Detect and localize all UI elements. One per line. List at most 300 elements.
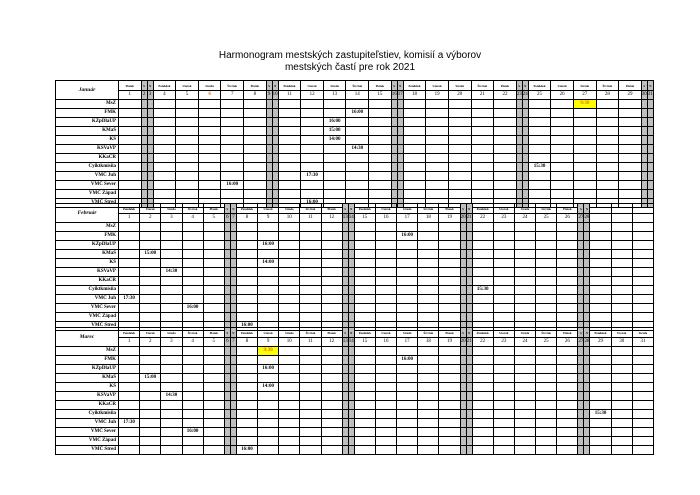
schedule-cell [514, 428, 535, 437]
schedule-cell [354, 304, 375, 313]
schedule-cell [551, 118, 574, 127]
schedule-cell [557, 446, 578, 455]
committee-label: MsZ [56, 223, 119, 232]
committee-row [56, 304, 654, 313]
schedule-cell [375, 374, 396, 383]
schedule-cell [244, 109, 267, 118]
weekday-header: Streda [448, 81, 471, 91]
schedule-cell [300, 241, 321, 250]
committee-label: VMČ Západ [56, 437, 119, 446]
schedule-cell [448, 100, 471, 109]
schedule-cell [198, 163, 221, 172]
schedule-cell [369, 181, 392, 190]
schedule-cell [471, 127, 494, 136]
day-number: 20 [460, 214, 466, 223]
schedule-cell [439, 383, 460, 392]
day-number: 24 [522, 91, 528, 100]
schedule-cell [323, 154, 346, 163]
schedule-cell [493, 295, 514, 304]
schedule-cell [439, 268, 460, 277]
schedule-cell [514, 437, 535, 446]
schedule-cell [321, 374, 342, 383]
schedule-cell [236, 250, 257, 259]
schedule-cell [493, 410, 514, 419]
meeting-time: 14:00 [258, 383, 279, 392]
schedule-cell [258, 313, 279, 322]
weekday-header: Streda [279, 328, 300, 338]
schedule-cell [300, 383, 321, 392]
schedule-cell [397, 401, 418, 410]
schedule-cell [279, 223, 300, 232]
schedule-cell [236, 295, 257, 304]
schedule-cell [300, 401, 321, 410]
schedule-cell [418, 304, 439, 313]
schedule-cell [632, 392, 653, 401]
schedule-cell [472, 347, 493, 356]
weekday-header: Utorok [258, 328, 279, 338]
schedule-cell [176, 190, 199, 199]
schedule-cell [632, 241, 653, 250]
schedule-cell [590, 268, 611, 277]
schedule-cell [203, 410, 224, 419]
schedule-cell [153, 145, 176, 154]
schedule-cell [140, 304, 161, 313]
weekday-header: Utorok [611, 328, 632, 338]
schedule-cell [203, 428, 224, 437]
schedule-cell [161, 259, 182, 268]
schedule-cell [472, 437, 493, 446]
schedule-cell [153, 190, 176, 199]
day-number: 1 [119, 338, 140, 347]
schedule-cell [278, 190, 301, 199]
day-number: 19 [439, 338, 460, 347]
day-number: 22 [494, 91, 517, 100]
schedule-cell [203, 250, 224, 259]
weekday-header: Streda [161, 328, 182, 338]
schedule-cell [182, 383, 203, 392]
schedule-cell [493, 428, 514, 437]
schedule-cell [354, 374, 375, 383]
document-title-line1: Harmonogram mestských zastupiteľstiev, komisií a výborov [218, 50, 482, 61]
schedule-cell [203, 347, 224, 356]
schedule-cell [632, 347, 653, 356]
schedule-cell [203, 365, 224, 374]
schedule-cell [203, 295, 224, 304]
schedule-cell [536, 286, 557, 295]
schedule-cell [176, 145, 199, 154]
schedule-cell [236, 356, 257, 365]
committee-label: VMČ Juh [56, 419, 119, 428]
schedule-cell [119, 136, 142, 145]
schedule-cell [153, 127, 176, 136]
schedule-cell [590, 437, 611, 446]
schedule-cell [279, 437, 300, 446]
weekday-header: N [397, 81, 403, 91]
schedule-cell [119, 241, 140, 250]
weekday-header: Pondelok [119, 204, 140, 214]
schedule-cell [619, 136, 642, 145]
day-number [632, 214, 653, 223]
schedule-cell [536, 250, 557, 259]
schedule-cell [258, 295, 279, 304]
weekday-header: N [584, 204, 590, 214]
schedule-cell [596, 136, 619, 145]
day-number: 3 [147, 91, 153, 100]
meeting-time: 14:00 [323, 136, 346, 145]
schedule-cell [590, 446, 611, 455]
schedule-cell [596, 109, 619, 118]
schedule-cell [528, 190, 551, 199]
schedule-cell [279, 268, 300, 277]
schedule-cell [182, 419, 203, 428]
schedule-cell [161, 419, 182, 428]
schedule-cell [397, 277, 418, 286]
weekday-header: Piatok [439, 328, 460, 338]
schedule-cell [279, 241, 300, 250]
month-name: Marec [56, 328, 119, 347]
schedule-cell [198, 145, 221, 154]
schedule-cell [119, 401, 140, 410]
schedule-cell [536, 428, 557, 437]
committee-label: VMČ Stred [56, 446, 119, 455]
schedule-cell [557, 410, 578, 419]
day-number: 27 [578, 338, 584, 347]
schedule-cell [611, 356, 632, 365]
schedule-cell [354, 250, 375, 259]
schedule-cell [590, 374, 611, 383]
schedule-cell [426, 118, 449, 127]
weekday-header: Streda [323, 81, 346, 91]
schedule-cell [514, 259, 535, 268]
schedule-cell [203, 392, 224, 401]
schedule-cell [611, 277, 632, 286]
committee-label: KŠ [56, 259, 119, 268]
day-number: 2 [140, 338, 161, 347]
schedule-cell [590, 250, 611, 259]
schedule-cell [403, 100, 426, 109]
schedule-cell [536, 365, 557, 374]
day-number: 25 [536, 338, 557, 347]
schedule-cell [321, 347, 342, 356]
weekday-header: Pondelok [403, 81, 426, 91]
schedule-cell [536, 268, 557, 277]
day-number: 4 [182, 338, 203, 347]
schedule-cell [590, 356, 611, 365]
schedule-cell [119, 286, 140, 295]
schedule-cell [472, 428, 493, 437]
schedule-cell [119, 268, 140, 277]
schedule-cell [300, 356, 321, 365]
schedule-cell [279, 295, 300, 304]
committee-row [56, 446, 654, 455]
schedule-cell [203, 356, 224, 365]
committee-row [56, 154, 654, 163]
schedule-cell [301, 181, 324, 190]
schedule-cell [301, 100, 324, 109]
schedule-cell [632, 295, 653, 304]
schedule-cell [279, 304, 300, 313]
schedule-cell [573, 154, 596, 163]
schedule-cell [619, 163, 642, 172]
schedule-cell [258, 232, 279, 241]
schedule-cell [354, 223, 375, 232]
committee-row [56, 241, 654, 250]
schedule-cell [278, 118, 301, 127]
day-number: 14 [348, 214, 354, 223]
schedule-cell [596, 163, 619, 172]
schedule-cell [471, 154, 494, 163]
meeting-time: 15:00 [140, 250, 161, 259]
schedule-cell [258, 250, 279, 259]
committee-label: VMČ Sever [56, 181, 119, 190]
committee-row [56, 250, 654, 259]
schedule-cell [278, 100, 301, 109]
day-number: 18 [418, 338, 439, 347]
schedule-cell [300, 268, 321, 277]
schedule-cell [278, 163, 301, 172]
committee-row [56, 356, 654, 365]
schedule-cell [321, 428, 342, 437]
weekday-header: Štvrtok [182, 328, 203, 338]
schedule-cell [258, 410, 279, 419]
schedule-cell [321, 392, 342, 401]
schedule-cell [494, 100, 517, 109]
schedule-cell [514, 401, 535, 410]
weekday-header: Utorok [375, 328, 396, 338]
schedule-cell [198, 181, 221, 190]
schedule-cell [647, 172, 653, 181]
meeting-time: 14:00 [258, 259, 279, 268]
schedule-cell [258, 428, 279, 437]
schedule-cell [182, 365, 203, 374]
schedule-cell [321, 223, 342, 232]
schedule-cell [611, 401, 632, 410]
schedule-cell [439, 232, 460, 241]
schedule-cell [161, 347, 182, 356]
schedule-cell [494, 127, 517, 136]
weekday-header: Pondelok [472, 204, 493, 214]
schedule-cell [397, 223, 418, 232]
committee-row [56, 181, 654, 190]
schedule-cell [403, 181, 426, 190]
schedule-cell [632, 259, 653, 268]
schedule-cell [611, 347, 632, 356]
schedule-cell [321, 295, 342, 304]
schedule-cell [300, 437, 321, 446]
schedule-cell [494, 118, 517, 127]
day-number: 4 [153, 91, 176, 100]
weekday-header: N [348, 204, 354, 214]
schedule-cell [203, 313, 224, 322]
schedule-cell [471, 181, 494, 190]
schedule-cell [619, 100, 642, 109]
schedule-cell [301, 109, 324, 118]
schedule-cell [573, 190, 596, 199]
schedule-cell [472, 383, 493, 392]
weekday-header: Utorok [426, 81, 449, 91]
schedule-cell [514, 365, 535, 374]
schedule-cell [439, 374, 460, 383]
schedule-cell [346, 181, 369, 190]
schedule-cell [321, 437, 342, 446]
weekday-header: S [342, 328, 348, 338]
committee-label: VMČ Západ [56, 313, 119, 322]
schedule-cell [514, 295, 535, 304]
schedule-cell [403, 109, 426, 118]
schedule-cell [590, 392, 611, 401]
schedule-cell [203, 259, 224, 268]
schedule-cell [551, 163, 574, 172]
schedule-cell [278, 109, 301, 118]
day-number: 29 [619, 91, 642, 100]
schedule-cell [536, 383, 557, 392]
schedule-cell [354, 232, 375, 241]
schedule-cell [140, 277, 161, 286]
schedule-cell [258, 223, 279, 232]
schedule-cell [321, 446, 342, 455]
schedule-cell [647, 145, 653, 154]
schedule-cell [300, 223, 321, 232]
schedule-cell [472, 392, 493, 401]
schedule-cell [321, 410, 342, 419]
schedule-cell [619, 154, 642, 163]
schedule-cell [354, 392, 375, 401]
committee-label: Cyiktkmisiia [56, 163, 119, 172]
schedule-cell [140, 259, 161, 268]
day-number: 8 [236, 338, 257, 347]
schedule-cell [119, 356, 140, 365]
weekday-header: N [272, 81, 278, 91]
day-number: 20 [460, 338, 466, 347]
schedule-cell [493, 374, 514, 383]
weekday-header: S [141, 81, 147, 91]
committee-label: KMaŠ [56, 250, 119, 259]
weekday-header: S [460, 204, 466, 214]
schedule-cell [426, 100, 449, 109]
day-number: 11 [300, 214, 321, 223]
committee-row [56, 127, 654, 136]
committee-label: KMaŠ [56, 374, 119, 383]
schedule-cell [426, 136, 449, 145]
weekday-header: Utorok [493, 328, 514, 338]
schedule-cell [596, 154, 619, 163]
schedule-cell [119, 304, 140, 313]
schedule-cell [300, 410, 321, 419]
committee-label: KSVaVP [56, 392, 119, 401]
weekday-header: Štvrtok [182, 204, 203, 214]
schedule-cell [471, 172, 494, 181]
committee-label: VMČ Sever [56, 304, 119, 313]
schedule-cell [514, 223, 535, 232]
schedule-cell [176, 136, 199, 145]
schedule-cell [321, 419, 342, 428]
schedule-cell [182, 392, 203, 401]
schedule-cell [140, 365, 161, 374]
schedule-cell [536, 277, 557, 286]
schedule-cell [632, 383, 653, 392]
schedule-cell [632, 232, 653, 241]
schedule-cell [426, 181, 449, 190]
schedule-cell [471, 136, 494, 145]
schedule-cell [632, 277, 653, 286]
schedule-cell [182, 374, 203, 383]
meeting-time: 14:30 [161, 392, 182, 401]
schedule-cell [278, 136, 301, 145]
weekday-header: Utorok [301, 81, 324, 91]
meeting-time: 17:30 [301, 172, 324, 181]
schedule-cell [448, 145, 471, 154]
schedule-cell [439, 223, 460, 232]
schedule-cell [182, 223, 203, 232]
schedule-cell [397, 437, 418, 446]
day-number: 12 [321, 214, 342, 223]
weekday-header: Štvrtok [471, 81, 494, 91]
schedule-cell [321, 268, 342, 277]
schedule-cell [279, 313, 300, 322]
schedule-cell [369, 127, 392, 136]
schedule-cell [279, 347, 300, 356]
schedule-cell [528, 118, 551, 127]
day-number: 22 [472, 214, 493, 223]
schedule-cell [221, 154, 244, 163]
schedule-cell [375, 419, 396, 428]
committee-row [56, 383, 654, 392]
schedule-cell [471, 118, 494, 127]
schedule-cell [494, 172, 517, 181]
schedule-cell [369, 118, 392, 127]
schedule-cell [439, 259, 460, 268]
schedule-cell [375, 268, 396, 277]
schedule-cell [494, 136, 517, 145]
committee-label: KŽpDlaUP [56, 118, 119, 127]
schedule-cell [590, 223, 611, 232]
schedule-cell [573, 118, 596, 127]
schedule-cell [632, 250, 653, 259]
schedule-cell [472, 356, 493, 365]
weekday-header: Streda [514, 328, 535, 338]
day-number: 23 [516, 91, 522, 100]
schedule-cell [300, 347, 321, 356]
schedule-cell [182, 295, 203, 304]
schedule-cell [514, 374, 535, 383]
schedule-cell [514, 356, 535, 365]
day-number: 6 [198, 91, 221, 100]
day-number: 7 [230, 214, 236, 223]
meeting-time: 17:30 [119, 295, 140, 304]
day-number: 1 [119, 214, 140, 223]
schedule-cell [528, 109, 551, 118]
schedule-cell [426, 172, 449, 181]
schedule-cell [236, 428, 257, 437]
schedule-cell [140, 356, 161, 365]
schedule-cell [472, 304, 493, 313]
committee-label: FMK [56, 109, 119, 118]
schedule-cell [397, 241, 418, 250]
schedule-cell [596, 172, 619, 181]
schedule-cell [236, 268, 257, 277]
schedule-cell [494, 181, 517, 190]
schedule-cell [258, 277, 279, 286]
schedule-cell [244, 118, 267, 127]
schedule-cell [632, 437, 653, 446]
schedule-cell [375, 437, 396, 446]
schedule-cell [632, 268, 653, 277]
committee-label: VMČ Západ [56, 190, 119, 199]
schedule-cell [611, 419, 632, 428]
schedule-cell [590, 286, 611, 295]
schedule-cell [472, 313, 493, 322]
schedule-cell [397, 295, 418, 304]
